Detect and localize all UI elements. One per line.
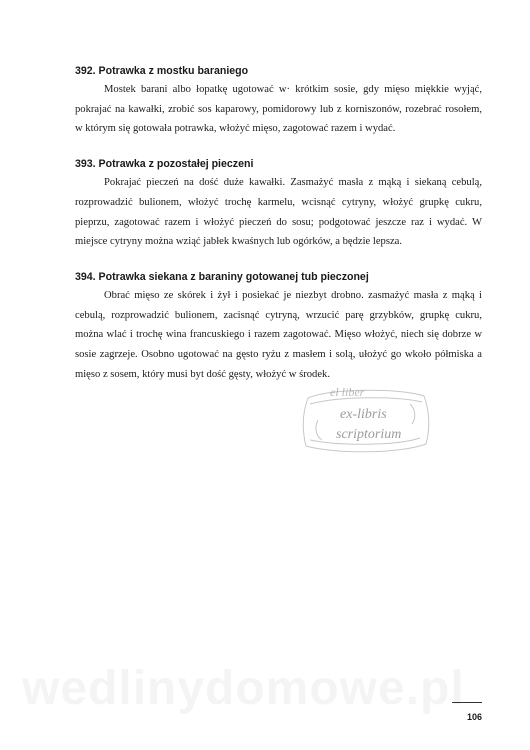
stamp-line-1: el liber — [330, 385, 365, 399]
recipe-392 — [75, 64, 482, 139]
recipe-body: Mostek barani albo łopatkę ugotować w· krótkim sosie, gdy mięso miękkie wyjąć, pokrajać na kawałki, zrobić sos kaparowy, pomidorowy lub z korniszonów, rozebrać rosołem, w którym się gotowała potrawka, włożyć mięso, zagotować razem i wydać. — [75, 84, 482, 135]
recipe-title: 392. Potrawka z mostku baraniego — [75, 65, 249, 77]
stamp-line-3: scriptorium — [336, 427, 402, 442]
page-content — [75, 64, 482, 402]
recipe-title: 393. Potrawka z pozostałej pieczeni — [75, 158, 254, 171]
ex-libris-stamp-graphic — [300, 384, 432, 456]
recipe-body: Obrać mięso ze skórek i żył i posiekać je niezbyt drobno. zasmażyć masła z mąką i cebulą, rozprowadzić bulionem, zacisnąć cytryną, wrzucić parę grzybków, grupkę cukru, można wlać i trochę wina francuskiego i razem zagotować. Mięso włożyć, niech się dobrze w sosie zagrzeje. Osobno ugotować na gęsto ryżu z masłem i solą, ułożyć go wkoło półmiska a mięso z sosem, który musi byt dość gęsty, włożyć w środek. — [75, 289, 482, 380]
page-number-rule — [452, 702, 482, 703]
ex-libris-stamp — [300, 384, 432, 456]
recipe-394 — [75, 270, 482, 385]
recipe-393 — [75, 157, 482, 252]
stamp-line-2: ex-libris — [340, 407, 387, 422]
page-number: 106 — [466, 712, 482, 722]
site-watermark — [22, 661, 522, 717]
page-footer — [452, 702, 482, 725]
recipe-title: 394. Potrawka siekana z baraniny gotowanej tub pieczonej — [75, 270, 369, 283]
recipe-body: Pokrajać pieczeń na dość duże kawałki. Zasmażyć masła z mąką i siekaną cebulą, rozprowadzić bulionem, włożyć trochę karmelu, wcisnąć cytryny, włożyć grupkę cukru, pieprzu, zagotować razem i włożyć pieczeń do sosu; podgotować jeszcze raz i wydać. W miejsce cytryny można wziąć jabłek kwaśnych lub ogórków, a będzie lepsza. — [75, 177, 482, 248]
